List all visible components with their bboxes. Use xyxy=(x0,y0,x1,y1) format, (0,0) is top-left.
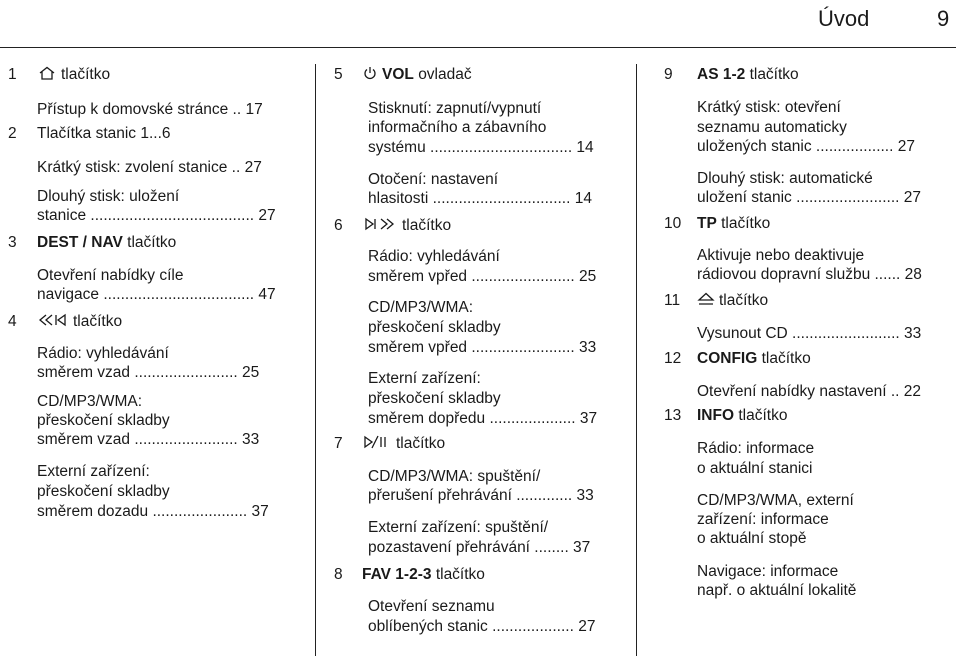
column-divider xyxy=(315,64,316,656)
play-pause-icon xyxy=(362,435,392,449)
item-3-heading: DEST / NAV tlačítko xyxy=(37,234,177,251)
section-title: Úvod xyxy=(818,6,870,31)
item-8-desc: oblíbených stanic ................... 27 xyxy=(368,618,596,635)
item-number: 4 xyxy=(8,313,17,330)
item-7-desc: CD/MP3/WMA: spuštění/ xyxy=(368,468,541,485)
item-7-heading: tlačítko xyxy=(362,435,445,453)
item-number: 7 xyxy=(334,435,343,452)
item-5-desc: systému ................................. 14 xyxy=(368,139,594,156)
item-11-desc: Vysunout CD ......................... 33 xyxy=(697,325,922,342)
item-7-desc: přerušení přehrávání ............. 33 xyxy=(368,487,594,504)
item-2-desc: stanice ...................................... 27 xyxy=(37,207,276,224)
item-4-desc: směrem vzad ........................ 33 xyxy=(37,431,260,448)
item-number: 9 xyxy=(664,66,673,83)
item-6-desc: přeskočení skladby xyxy=(368,390,501,407)
item-9-desc: Dlouhý stisk: automatické xyxy=(697,170,873,187)
item-12-desc: Otevření nabídky nastavení .. 22 xyxy=(697,383,922,400)
item-number: 5 xyxy=(334,66,343,83)
item-number: 2 xyxy=(8,125,17,142)
item-6-desc: směrem vpřed ........................ 33 xyxy=(368,339,597,356)
item-9-desc: uložených stanic .................. 27 xyxy=(697,138,915,155)
item-9-heading: AS 1-2 tlačítko xyxy=(697,66,799,83)
item-6-desc: směrem vpřed ........................ 25 xyxy=(368,268,597,285)
item-13-desc: Navigace: informace xyxy=(697,563,839,580)
item-6-desc: Rádio: vyhledávání xyxy=(368,248,500,265)
item-8-desc: Otevření seznamu xyxy=(368,598,495,615)
item-13-desc: zařízení: informace xyxy=(697,511,829,528)
item-10-desc: rádiovou dopravní službu ...... 28 xyxy=(697,266,922,283)
item-13-desc: např. o aktuální lokalitě xyxy=(697,582,857,599)
item-7-desc: Externí zařízení: spuštění/ xyxy=(368,519,549,536)
page-header xyxy=(0,0,959,48)
item-number: 13 xyxy=(664,407,682,424)
item-5-heading: VOL ovladač xyxy=(362,66,472,84)
item-4-desc: Rádio: vyhledávání xyxy=(37,345,169,362)
item-4-desc: Externí zařízení: xyxy=(37,463,150,480)
item-4-desc: CD/MP3/WMA: xyxy=(37,393,143,410)
item-4-desc: směrem dozadu ...................... 37 xyxy=(37,503,269,520)
item-8-heading: FAV 1-2-3 tlačítko xyxy=(362,566,485,583)
item-13-heading: INFO tlačítko xyxy=(697,407,788,424)
item-2-heading: Tlačítka stanic 1...6 xyxy=(37,125,171,142)
seek-back-icon xyxy=(37,313,69,327)
item-4-heading: tlačítko xyxy=(37,313,122,331)
item-5-desc: Stisknutí: zapnutí/vypnutí xyxy=(368,100,542,117)
column-divider xyxy=(636,64,637,656)
item-6-desc: přeskočení skladby xyxy=(368,319,501,336)
item-5-desc: Otočení: nastavení xyxy=(368,171,499,188)
item-1-desc: Přístup k domovské stránce .. 17 xyxy=(37,101,263,118)
item-7-desc: pozastavení přehrávání ........ 37 xyxy=(368,539,591,556)
item-number: 10 xyxy=(664,215,682,232)
item-number: 3 xyxy=(8,234,17,251)
item-6-heading: tlačítko xyxy=(362,217,451,235)
item-4-desc: přeskočení skladby xyxy=(37,483,170,500)
home-icon xyxy=(37,66,57,80)
item-number: 12 xyxy=(664,350,682,367)
power-icon xyxy=(362,66,378,80)
item-6-desc: směrem dopředu .................... 37 xyxy=(368,410,598,427)
seek-forward-icon xyxy=(362,217,398,231)
item-2-desc: Krátký stisk: zvolení stanice .. 27 xyxy=(37,159,262,176)
item-5-desc: informačního a zábavního xyxy=(368,119,547,136)
item-6-desc: Externí zařízení: xyxy=(368,370,481,387)
item-5-desc: hlasitosti ................................ 14 xyxy=(368,190,592,207)
page-number: 9 xyxy=(937,6,950,31)
item-13-desc: Rádio: informace xyxy=(697,440,815,457)
item-1-heading: tlačítko xyxy=(37,66,110,84)
item-10-heading: TP tlačítko xyxy=(697,215,771,232)
item-3-desc: navigace ................................... 47 xyxy=(37,286,276,303)
item-number: 11 xyxy=(664,292,681,309)
item-9-desc: uložení stanic ........................ 27 xyxy=(697,189,921,206)
item-number: 1 xyxy=(8,66,17,83)
item-13-desc: o aktuální stanici xyxy=(697,460,813,477)
item-number: 8 xyxy=(334,566,343,583)
item-2-desc: Dlouhý stisk: uložení xyxy=(37,188,180,205)
eject-icon xyxy=(697,292,715,306)
item-number: 6 xyxy=(334,217,343,234)
item-13-desc: o aktuální stopě xyxy=(697,530,807,547)
item-4-desc: směrem vzad ........................ 25 xyxy=(37,364,260,381)
item-11-heading: tlačítko xyxy=(697,292,768,310)
header-rule xyxy=(0,47,956,48)
item-12-heading: CONFIG tlačítko xyxy=(697,350,811,367)
item-3-desc: Otevření nabídky cíle xyxy=(37,267,184,284)
item-6-desc: CD/MP3/WMA: xyxy=(368,299,474,316)
item-13-desc: CD/MP3/WMA, externí xyxy=(697,492,854,509)
item-10-desc: Aktivuje nebo deaktivuje xyxy=(697,247,865,264)
item-9-desc: Krátký stisk: otevření xyxy=(697,99,841,116)
item-9-desc: seznamu automaticky xyxy=(697,119,847,136)
item-4-desc: přeskočení skladby xyxy=(37,412,170,429)
